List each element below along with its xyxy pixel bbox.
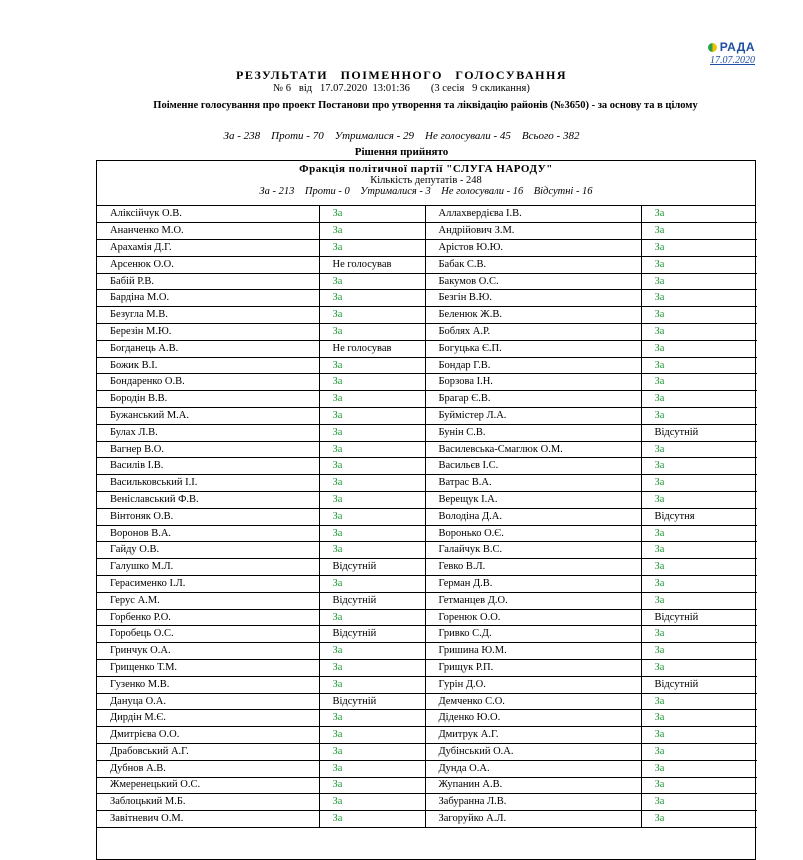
table-row: [97, 760, 757, 777]
deputy-vote: За: [641, 592, 757, 609]
table-row: [97, 626, 757, 643]
deputy-vote: За: [641, 391, 757, 408]
deputy-name: Бондар Г.В.: [425, 357, 641, 374]
deputy-name: Аллахвердієва І.В.: [425, 206, 641, 223]
table-row: [97, 324, 757, 341]
deputy-vote: За: [319, 240, 425, 257]
deputy-name: Ватрас В.А.: [425, 475, 641, 492]
deputy-vote: За: [641, 256, 757, 273]
deputy-vote: За: [319, 643, 425, 660]
deputy-name: Василевська-Смаглюк О.М.: [425, 441, 641, 458]
deputy-name: Дануца О.А.: [97, 693, 319, 710]
deputy-vote: За: [319, 542, 425, 559]
deputy-name: Забуранна Л.В.: [425, 794, 641, 811]
deputy-name: Заблоцький М.Б.: [97, 794, 319, 811]
table-row: [97, 206, 757, 223]
deputies-table: [97, 206, 757, 828]
deputy-vote: Не голосував: [319, 340, 425, 357]
document-title: РЕЗУЛЬТАТИ ПОІМЕННОГО ГОЛОСУВАННЯ: [236, 68, 567, 82]
deputy-vote: За: [319, 357, 425, 374]
deputy-name: Вінтоняк О.В.: [97, 508, 319, 525]
deputy-vote: За: [319, 609, 425, 626]
deputy-vote: За: [319, 324, 425, 341]
deputy-name: Галайчук В.С.: [425, 542, 641, 559]
deputy-name: Булах Л.В.: [97, 424, 319, 441]
deputy-vote: За: [319, 508, 425, 525]
table-row: [97, 273, 757, 290]
deputy-name: Ананченко М.О.: [97, 223, 319, 240]
deputy-vote: За: [641, 626, 757, 643]
table-row: [97, 592, 757, 609]
deputy-vote: За: [641, 542, 757, 559]
faction-count: Кількість депутатів - 248: [370, 175, 482, 186]
deputy-vote: За: [641, 408, 757, 425]
deputy-name: Герус А.М.: [97, 592, 319, 609]
deputy-name: Воронов В.А.: [97, 525, 319, 542]
deputy-name: Андрійович З.М.: [425, 223, 641, 240]
deputy-name: Дунда О.А.: [425, 760, 641, 777]
deputy-vote: За: [641, 727, 757, 744]
faction-name: Фракція політичної партії "СЛУГА НАРОДУ": [299, 163, 553, 175]
deputy-vote: За: [641, 458, 757, 475]
deputy-name: Веніславський Ф.В.: [97, 492, 319, 509]
deputy-vote: За: [641, 357, 757, 374]
logo-row: [708, 40, 755, 54]
deputy-name: Діденко Ю.О.: [425, 710, 641, 727]
deputy-name: Брагар Є.В.: [425, 391, 641, 408]
table-row: [97, 374, 757, 391]
deputy-vote: За: [641, 374, 757, 391]
vote-meta: № 6 від 17.07.2020 13:01:36 (3 сесія 9 скликання): [273, 83, 530, 94]
faction-header: [97, 161, 755, 206]
deputy-name: Дубінський О.А.: [425, 744, 641, 761]
deputy-vote: За: [319, 391, 425, 408]
deputy-name: Васильєв І.С.: [425, 458, 641, 475]
deputy-vote: За: [641, 307, 757, 324]
deputy-name: Борзова І.Н.: [425, 374, 641, 391]
table-row: [97, 542, 757, 559]
deputy-name: Герман Д.В.: [425, 576, 641, 593]
deputy-vote: За: [641, 240, 757, 257]
deputy-name: Драбовський А.Г.: [97, 744, 319, 761]
deputy-vote: Відсутній: [641, 424, 757, 441]
table-row: [97, 710, 757, 727]
deputy-vote: За: [319, 424, 425, 441]
deputy-vote: За: [641, 324, 757, 341]
deputy-name: Дмитрієва О.О.: [97, 727, 319, 744]
table-row: [97, 576, 757, 593]
deputy-vote: За: [319, 273, 425, 290]
deputy-name: Боблях А.Р.: [425, 324, 641, 341]
deputy-name: Галушко М.Л.: [97, 559, 319, 576]
deputy-vote: За: [641, 273, 757, 290]
deputy-vote: За: [641, 576, 757, 593]
deputy-vote: За: [641, 693, 757, 710]
table-row: [97, 643, 757, 660]
vote-subject: Поіменне голосування про проект Постанови про утворення та ліквідацію районів (№3650) - за основу та в цілому: [153, 100, 698, 111]
deputy-vote: Відсутній: [319, 693, 425, 710]
deputy-vote: За: [319, 676, 425, 693]
table-row: [97, 744, 757, 761]
deputy-vote: За: [319, 710, 425, 727]
deputy-name: Богуцька Є.П.: [425, 340, 641, 357]
deputy-name: Березін М.Ю.: [97, 324, 319, 341]
table-row: [97, 256, 757, 273]
deputy-name: Василів І.В.: [97, 458, 319, 475]
table-row: [97, 441, 757, 458]
deputy-vote: За: [641, 441, 757, 458]
deputy-vote: За: [641, 559, 757, 576]
deputy-vote: За: [319, 811, 425, 828]
deputy-vote: Відсутній: [319, 626, 425, 643]
deputy-name: Бардіна М.О.: [97, 290, 319, 307]
deputy-name: Гузенко М.В.: [97, 676, 319, 693]
deputy-name: Дубнов А.В.: [97, 760, 319, 777]
table-row: [97, 240, 757, 257]
deputy-vote: За: [319, 441, 425, 458]
table-row: [97, 408, 757, 425]
table-row: [97, 727, 757, 744]
deputy-name: Горенюк О.О.: [425, 609, 641, 626]
table-row: [97, 508, 757, 525]
deputy-vote: Не голосував: [319, 256, 425, 273]
deputy-name: Арахамія Д.Г.: [97, 240, 319, 257]
logo-date: 17.07.2020: [710, 55, 755, 66]
deputy-name: Безгін В.Ю.: [425, 290, 641, 307]
table-row: [97, 340, 757, 357]
deputy-name: Жмеренецький О.С.: [97, 777, 319, 794]
deputy-name: Гришина Ю.М.: [425, 643, 641, 660]
deputy-vote: За: [319, 307, 425, 324]
deputy-name: Бунін С.В.: [425, 424, 641, 441]
deputy-vote: За: [641, 206, 757, 223]
deputy-vote: За: [319, 794, 425, 811]
deputy-vote: За: [641, 794, 757, 811]
deputy-vote: За: [641, 492, 757, 509]
deputy-name: Завітневич О.М.: [97, 811, 319, 828]
deputy-vote: За: [319, 777, 425, 794]
deputy-vote: За: [319, 576, 425, 593]
deputy-name: Загоруйко А.Л.: [425, 811, 641, 828]
table-row: [97, 475, 757, 492]
deputy-vote: За: [319, 290, 425, 307]
deputy-vote: За: [319, 660, 425, 677]
deputy-name: Буймістер Л.А.: [425, 408, 641, 425]
deputy-name: Васильковський І.І.: [97, 475, 319, 492]
vote-decision: Рішення прийнято: [354, 146, 449, 158]
deputy-vote: За: [641, 744, 757, 761]
deputy-vote: За: [319, 223, 425, 240]
deputy-vote: Відсутня: [641, 508, 757, 525]
deputy-name: Богданець А.В.: [97, 340, 319, 357]
deputy-vote: За: [319, 374, 425, 391]
table-row: [97, 660, 757, 677]
deputy-name: Арістов Ю.Ю.: [425, 240, 641, 257]
deputy-name: Безугла М.В.: [97, 307, 319, 324]
deputy-vote: За: [319, 206, 425, 223]
table-row: [97, 290, 757, 307]
deputy-vote: За: [641, 475, 757, 492]
table-row: [97, 693, 757, 710]
table-row: [97, 223, 757, 240]
deputy-vote: За: [641, 760, 757, 777]
deputy-name: Бондаренко О.В.: [97, 374, 319, 391]
faction-stats: За - 213 Проти - 0 Утрималися - 3 Не голосували - 16 Відсутні - 16: [259, 186, 593, 197]
deputy-name: Гринчук О.А.: [97, 643, 319, 660]
table-row: [97, 609, 757, 626]
deputy-name: Демченко С.О.: [425, 693, 641, 710]
deputy-name: Аліксійчук О.В.: [97, 206, 319, 223]
deputy-vote: За: [641, 710, 757, 727]
table-row: [97, 525, 757, 542]
deputy-vote: За: [319, 744, 425, 761]
deputy-vote: За: [641, 777, 757, 794]
deputy-vote: Відсутній: [641, 676, 757, 693]
deputy-vote: За: [319, 475, 425, 492]
deputies-table-body: [97, 206, 757, 827]
deputy-name: Дирдін М.Є.: [97, 710, 319, 727]
table-row: [97, 777, 757, 794]
deputy-name: Божик В.І.: [97, 357, 319, 374]
deputy-name: Гевко В.Л.: [425, 559, 641, 576]
deputy-name: Гривко С.Д.: [425, 626, 641, 643]
vote-totals: За - 238 Проти - 70 Утрималися - 29 Не голосували - 45 Всього - 382: [223, 130, 580, 142]
deputy-name: Дмитрук А.Г.: [425, 727, 641, 744]
deputy-vote: За: [641, 811, 757, 828]
deputy-name: Беленюк Ж.В.: [425, 307, 641, 324]
deputy-name: Бородін В.В.: [97, 391, 319, 408]
deputy-name: Гайду О.В.: [97, 542, 319, 559]
deputy-name: Арсенюк О.О.: [97, 256, 319, 273]
deputy-name: Бакумов О.С.: [425, 273, 641, 290]
deputy-vote: За: [641, 525, 757, 542]
deputy-name: Горобець О.С.: [97, 626, 319, 643]
table-row: [97, 357, 757, 374]
faction-results-box: [96, 160, 756, 860]
deputy-name: Жупанин А.В.: [425, 777, 641, 794]
deputy-vote: За: [319, 408, 425, 425]
table-row: [97, 676, 757, 693]
deputy-vote: За: [641, 223, 757, 240]
deputy-vote: За: [319, 727, 425, 744]
deputy-name: Воронько О.Є.: [425, 525, 641, 542]
rada-logo: [708, 40, 755, 66]
deputy-name: Вагнер В.О.: [97, 441, 319, 458]
deputy-vote: Відсутній: [319, 559, 425, 576]
deputy-vote: За: [319, 492, 425, 509]
deputy-vote: За: [641, 340, 757, 357]
table-row: [97, 492, 757, 509]
deputy-name: Грищенко Т.М.: [97, 660, 319, 677]
table-row: [97, 559, 757, 576]
deputy-vote: Відсутній: [319, 592, 425, 609]
deputy-vote: За: [641, 660, 757, 677]
deputy-name: Грищук Р.П.: [425, 660, 641, 677]
deputy-name: Герасименко І.Л.: [97, 576, 319, 593]
deputy-vote: Відсутній: [641, 609, 757, 626]
table-row: [97, 794, 757, 811]
deputy-vote: За: [641, 643, 757, 660]
deputy-name: Бабак С.В.: [425, 256, 641, 273]
deputy-vote: За: [319, 760, 425, 777]
deputy-name: Бужанський М.А.: [97, 408, 319, 425]
rada-emblem-icon: [708, 43, 717, 52]
deputy-name: Горбенко Р.О.: [97, 609, 319, 626]
deputy-name: Бабій Р.В.: [97, 273, 319, 290]
deputy-name: Верещук І.А.: [425, 492, 641, 509]
deputy-name: Гетманцев Д.О.: [425, 592, 641, 609]
table-row: [97, 391, 757, 408]
logo-text: РАДА: [719, 40, 755, 54]
deputy-vote: За: [319, 458, 425, 475]
deputy-name: Володіна Д.А.: [425, 508, 641, 525]
deputy-name: Гурін Д.О.: [425, 676, 641, 693]
deputy-vote: За: [641, 290, 757, 307]
table-row: [97, 458, 757, 475]
deputy-vote: За: [319, 525, 425, 542]
table-row: [97, 424, 757, 441]
table-row: [97, 307, 757, 324]
